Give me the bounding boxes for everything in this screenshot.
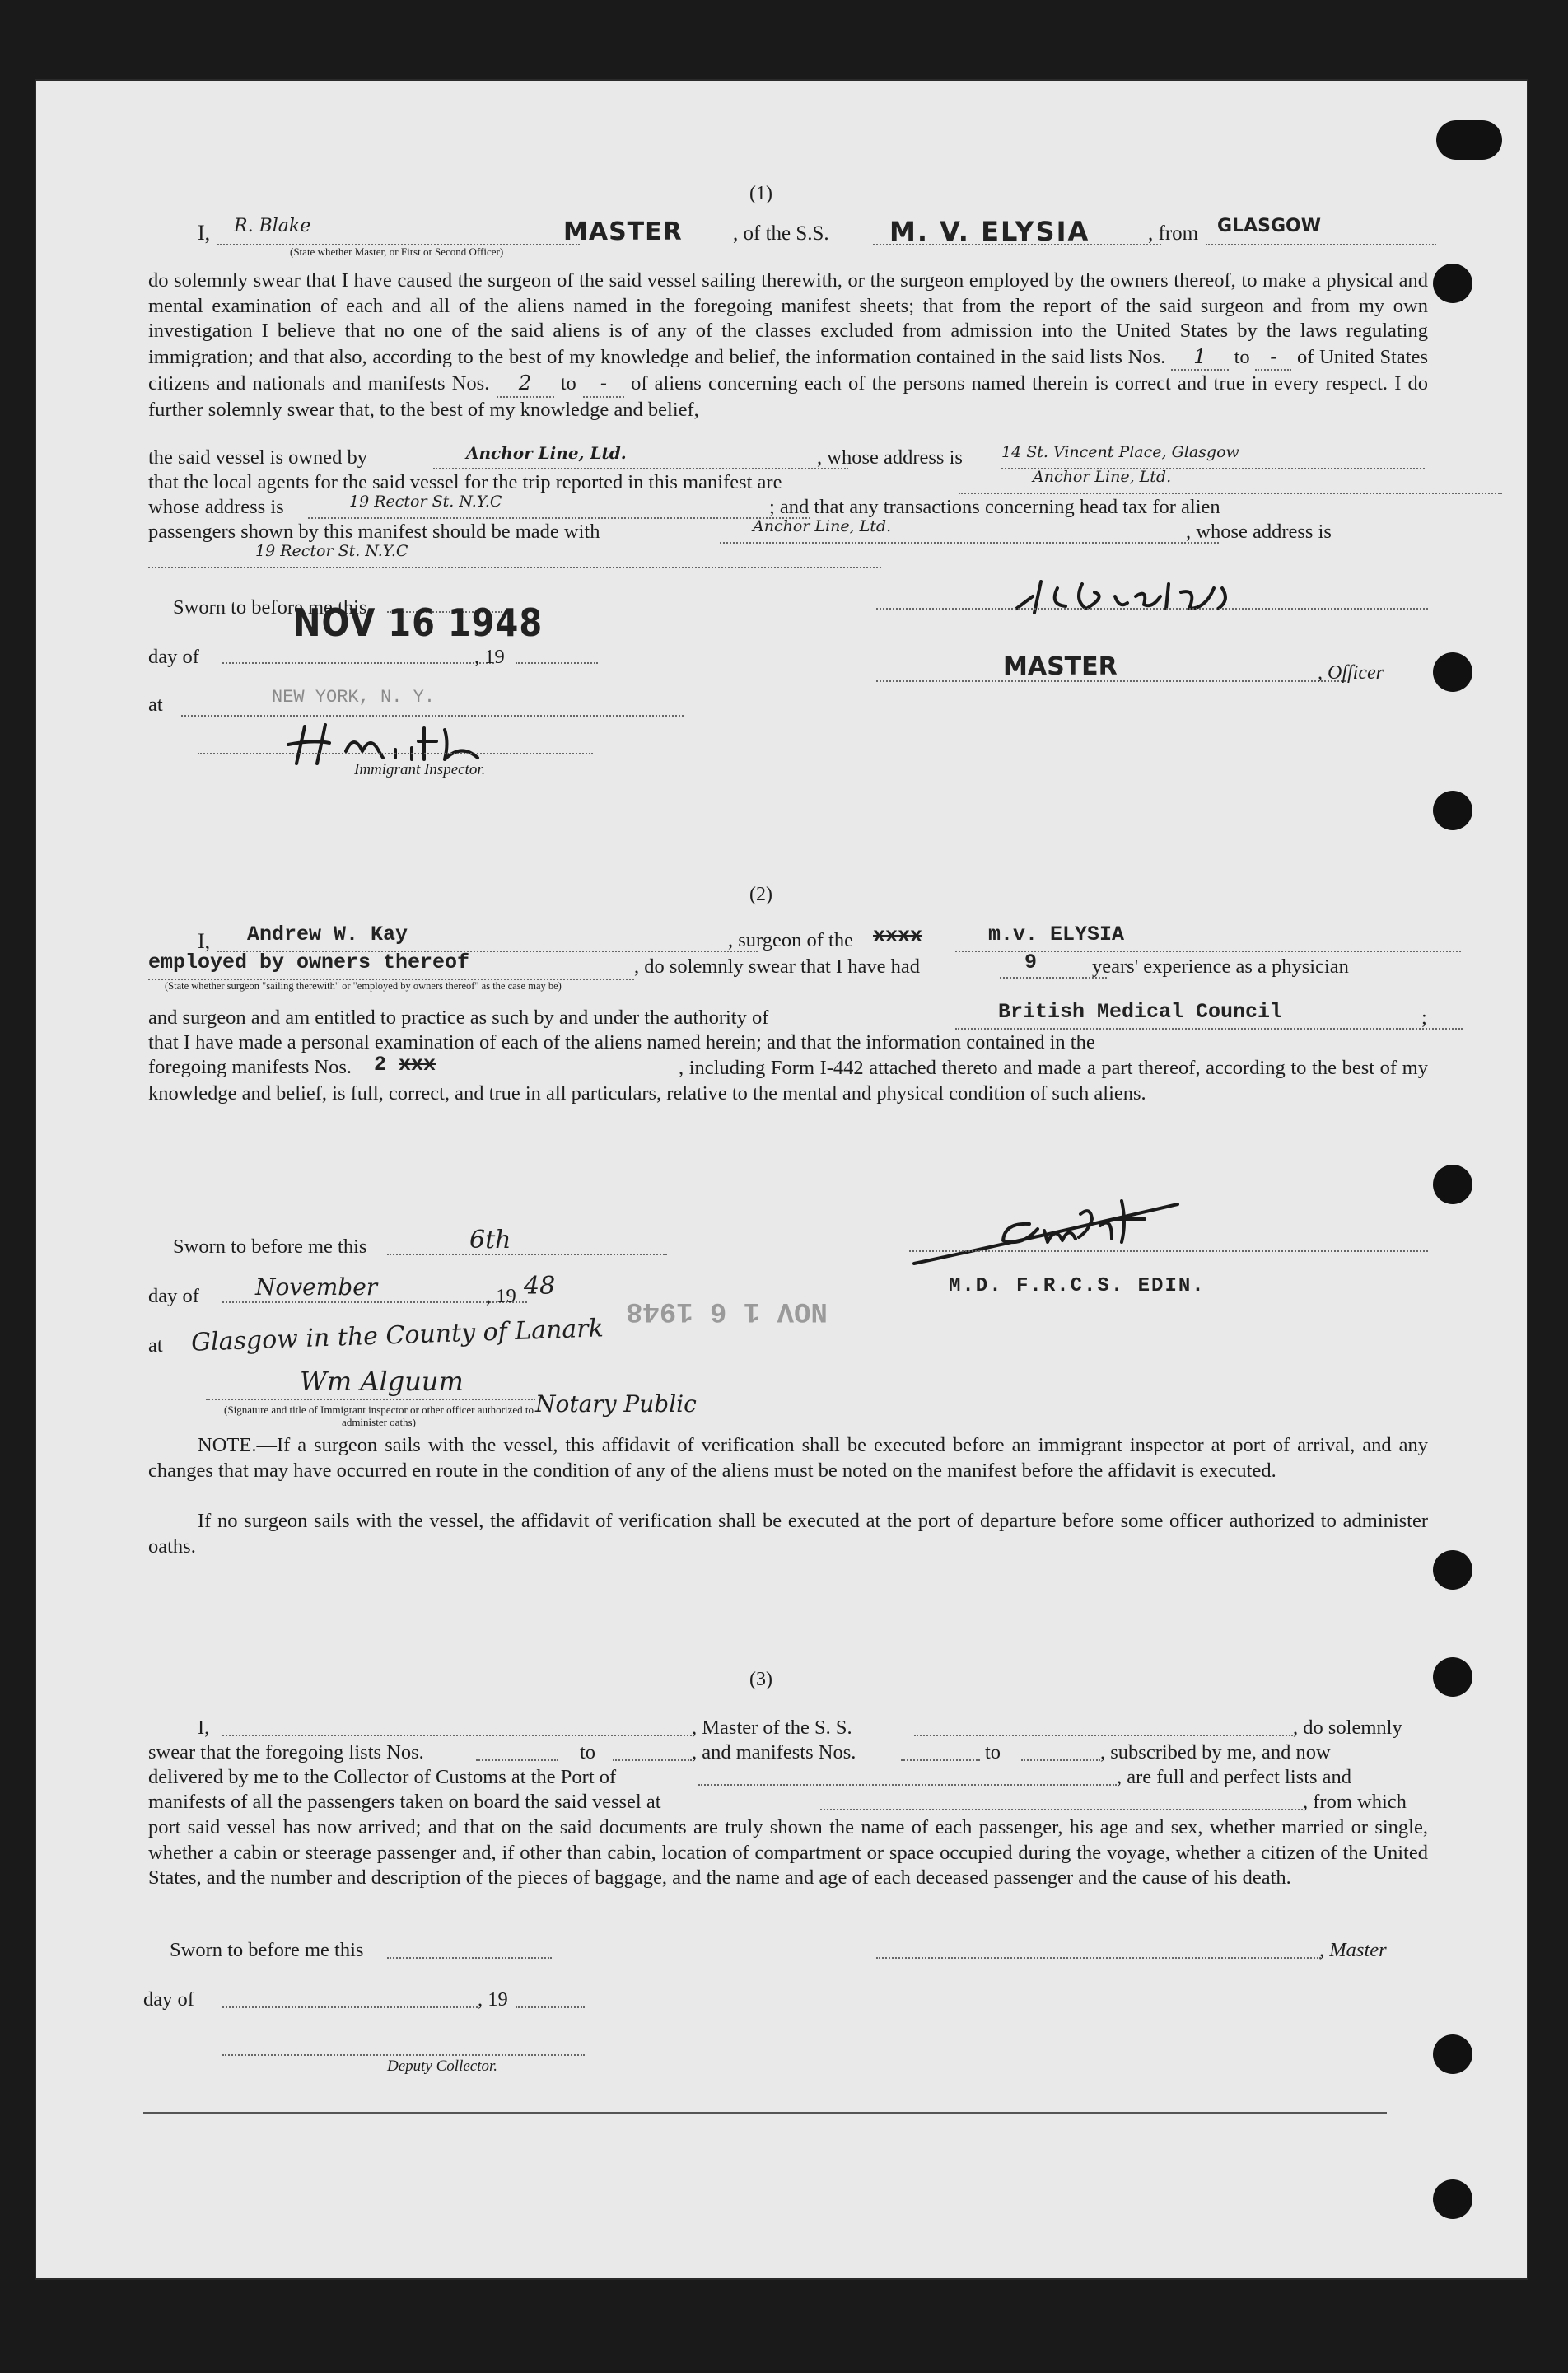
- exam-text: that I have made a personal examination of each of the aliens named herein; and that the information contained in the: [148, 1031, 1095, 1053]
- at-place-2: Glasgow in the County of Lanark: [190, 1314, 604, 1357]
- s3-year-line: [516, 2006, 585, 2008]
- s3-master-label-2: , Master: [1319, 1939, 1387, 1961]
- s3-day-of-label: day of: [143, 1988, 194, 2011]
- notary-line: [206, 1399, 535, 1400]
- master-title: MASTER: [1003, 652, 1118, 681]
- s3-manifests-to: to: [985, 1741, 1001, 1763]
- owner-address: 14 St. Vincent Place, Glasgow: [1001, 443, 1425, 469]
- notary-signature: Wm Alguum: [300, 1366, 464, 1397]
- s3-solemnly: , do solemnly: [1293, 1717, 1402, 1739]
- binder-hole: [1433, 2179, 1472, 2219]
- employment-note: (State whether surgeon "sailing therewith" or "employed by owners thereof" as the case may be): [165, 980, 562, 992]
- manifests-to-label: to: [560, 372, 576, 395]
- manifests-to: -: [583, 371, 624, 398]
- years-experience: 9: [1000, 951, 1107, 979]
- experience-label: years' experience as a physician: [1092, 955, 1349, 978]
- binder-hole: [1436, 120, 1502, 160]
- s3-name-line: [222, 1735, 692, 1736]
- from-label: , from: [1148, 222, 1199, 245]
- sworn-year: 48: [524, 1272, 556, 1301]
- binder-hole: [1433, 1550, 1472, 1590]
- agents-address: 19 Rector St. N.Y.C: [308, 493, 810, 519]
- s3-body: port said vessel has now arrived; and that on the said documents are truly shown the name of each passenger, his age and sex, whether married or single, whether a cabin or steerage passenger and, if other than cabin, location of compartment or space occupied during the voyage, whether a citizen of the United States, and the number and description of the pieces of baggage, and the name and age of each deceased passenger and the cause of his death.: [148, 1816, 1428, 1889]
- form-text: , including Form I-442 attached thereto and made a part thereof, according to the best of my knowledge and belief, is full, correct, and true in all particulars, relative to the mental and physical condition of such aliens.: [148, 1057, 1428, 1105]
- vessel-name-2: m.v. ELYSIA: [955, 923, 1461, 952]
- master-signature: [983, 572, 1296, 621]
- manifest-nos-struck: xxx: [399, 1053, 436, 1077]
- swear-label: , do solemnly swear that I have had: [634, 955, 920, 978]
- binder-hole: [1433, 264, 1472, 303]
- note-paragraph-1: NOTE.—If a surgeon sails with the vessel, this affidavit of verification shall be executed before an immigrant inspector at port of arrival, and any changes that may have occurred en route in the condition of any of the aliens must be noted on the manifest before the affidavit is executed.: [148, 1434, 1428, 1482]
- employment-status: employed by owners thereof: [148, 951, 634, 980]
- s3-collector-line: [222, 2054, 585, 2056]
- oath-body-1: [148, 269, 1428, 423]
- sworn-label-2: Sworn to before me this: [173, 1236, 367, 1258]
- s3-sworn-line: [387, 1957, 552, 1959]
- s3-year-prefix: , 19: [478, 1988, 508, 2011]
- binder-hole: [1433, 2034, 1472, 2074]
- bottom-rule: [143, 2112, 1387, 2114]
- lists-to: -: [1255, 344, 1291, 371]
- practice-label: and surgeon and am entitled to practice as such by and under the authority of: [148, 1007, 769, 1029]
- foregoing-label: foregoing manifests Nos.: [148, 1056, 352, 1078]
- year-prefix-1: , 19: [474, 646, 505, 668]
- surgeon-degrees: M.D. F.R.C.S. EDIN.: [949, 1275, 1206, 1297]
- s3-sworn-label: Sworn to before me this: [170, 1939, 364, 1961]
- day-of-label-1: day of: [148, 646, 199, 668]
- surgeon-name: Andrew W. Kay: [217, 923, 758, 952]
- at-place-1: NEW YORK, N. Y.: [181, 687, 684, 717]
- s3-manifests-from-line: [901, 1759, 980, 1761]
- sworn-day: 6th: [387, 1226, 667, 1255]
- s3-manifests-text: manifests of all the passengers taken on board the said vessel at: [148, 1791, 661, 1813]
- headtax-address: 19 Rector St. N.Y.C: [148, 542, 881, 568]
- of-the-ss-label: , of the S.S.: [733, 222, 829, 245]
- section-2-number: (2): [749, 884, 772, 905]
- day-of-line-1: [222, 662, 494, 664]
- s3-at-line: [820, 1809, 1303, 1810]
- s3-lists-label: swear that the foregoing lists Nos.: [148, 1741, 424, 1763]
- section-1-number: (1): [749, 183, 772, 204]
- rank-value: MASTER: [563, 217, 683, 246]
- binder-hole: [1433, 1165, 1472, 1204]
- master-name: R. Blake: [234, 216, 311, 236]
- manifest-page: [36, 81, 1527, 2278]
- at-label-1: at: [148, 694, 163, 716]
- at-label-2: at: [148, 1334, 163, 1357]
- signature-note: (Signature and title of Immigrant inspector or other officer authorized to administer oaths): [224, 1404, 534, 1428]
- sworn-label-1: Sworn to before me this: [173, 596, 367, 619]
- semicolon: ;: [1421, 1007, 1427, 1029]
- year-line-1: [516, 662, 598, 664]
- notary-title: Notary Public: [535, 1390, 697, 1418]
- s3-port-line: [698, 1784, 1117, 1786]
- agents-address-label: whose address is: [148, 496, 284, 518]
- master-name-field: [217, 216, 580, 245]
- s3-from-which: , from which: [1303, 1791, 1407, 1813]
- sworn-month: November: [222, 1273, 527, 1303]
- struck-text: xxxx: [873, 924, 923, 948]
- s3-i-label: I,: [198, 1717, 210, 1739]
- citizens-text: of United States citizens and nationals and manifests Nos.: [148, 345, 1429, 395]
- headtax-address-label: , whose address is: [1186, 521, 1332, 543]
- s3-lists-to: to: [580, 1741, 596, 1763]
- s3-manifests-to-line: [1021, 1759, 1100, 1761]
- date-stamp: NOV 16 1948: [293, 601, 544, 646]
- headtax-agent: Anchor Line, Ltd.: [720, 517, 1219, 544]
- s3-collector-text: delivered by me to the Collector of Customs at the Port of: [148, 1766, 617, 1788]
- from-port: GLASGOW: [1206, 216, 1436, 245]
- year-prefix-2: , 19: [486, 1285, 516, 1307]
- officer-label: , Officer: [1318, 662, 1384, 684]
- binder-hole: [1433, 791, 1472, 830]
- aliens-text: of aliens concerning each of the persons named therein is correct and true in every respect. I do further solemnly swear that, to the best of my knowledge and belief,: [148, 372, 1429, 421]
- binder-hole: [1433, 1657, 1472, 1697]
- master-signature-line: [876, 608, 1428, 610]
- s3-day-line: [222, 2006, 478, 2008]
- s3-subscribed: , subscribed by me, and now: [1100, 1741, 1331, 1763]
- s3-lists-to-line: [613, 1759, 692, 1761]
- surgeon-signature: [906, 1189, 1268, 1272]
- s3-collector-label: Deputy Collector.: [387, 2058, 498, 2075]
- owner-name: Anchor Line, Ltd.: [433, 443, 848, 469]
- inspector-label: Immigrant Inspector.: [354, 761, 486, 778]
- s3-manifests-label: , and manifests Nos.: [692, 1741, 856, 1763]
- s3-master-sig-line: [876, 1957, 1321, 1959]
- owned-by-label: the said vessel is owned by: [148, 446, 368, 469]
- owner-address-label: , whose address is: [817, 446, 963, 469]
- lists-from: 1: [1171, 344, 1229, 371]
- s3-full-lists: , are full and perfect lists and: [1117, 1766, 1352, 1788]
- surgeon-of-label: , surgeon of the: [728, 929, 853, 951]
- officer-line: [876, 680, 1346, 682]
- headtax-label: passengers shown by this manifest should be made with: [148, 521, 600, 543]
- oath-text: do solemnly swear that I have caused the surgeon of the said vessel sailing therewith, or the surgeon employed by the owners thereof, to make a physical and mental examination of each and all of the aliens named in the foregoing manifest sheets; that from the report of the said surgeon and from my own investigation I believe that no one of the said aliens is of any of the classes excluded from admission into the United States by the laws regulating immigration; and that also, according to the best of my knowledge and belief, the information contained in the said lists Nos.: [148, 269, 1428, 368]
- manifest-nos: 2: [374, 1053, 387, 1077]
- ghost-stamp: NOV 1 6 1948: [626, 1295, 828, 1326]
- rank-note: (State whether Master, or First or Second Officer): [290, 245, 504, 258]
- s3-lists-from-line: [476, 1759, 558, 1761]
- surgeon-signature-line: [909, 1250, 1428, 1252]
- authority-name: British Medical Council: [955, 1000, 1463, 1030]
- binder-hole: [1433, 652, 1472, 692]
- agents-name: Anchor Line, Ltd.: [959, 468, 1502, 494]
- agents-label: that the local agents for the said vessel for the trip reported in this manifest are: [148, 471, 782, 493]
- note-paragraph-2: If no surgeon sails with the vessel, the affidavit of verification shall be executed at the port of departure before some officer authorized to administer oaths.: [148, 1510, 1428, 1558]
- lists-to-label: to: [1234, 345, 1250, 368]
- day-of-label-2: day of: [148, 1285, 199, 1307]
- s3-master-label: , Master of the S. S.: [692, 1717, 852, 1739]
- manifests-from: 2: [497, 371, 554, 398]
- vessel-name: M. V. ELYSIA: [873, 216, 1161, 245]
- section-3-number: (3): [749, 1669, 772, 1690]
- i-label-2: I,: [198, 929, 211, 953]
- s3-vessel-line: [914, 1735, 1293, 1736]
- agents-tail: ; and that any transactions concerning head tax for alien: [769, 496, 1220, 518]
- i-label: I,: [198, 221, 211, 245]
- inspector-line: [198, 753, 593, 754]
